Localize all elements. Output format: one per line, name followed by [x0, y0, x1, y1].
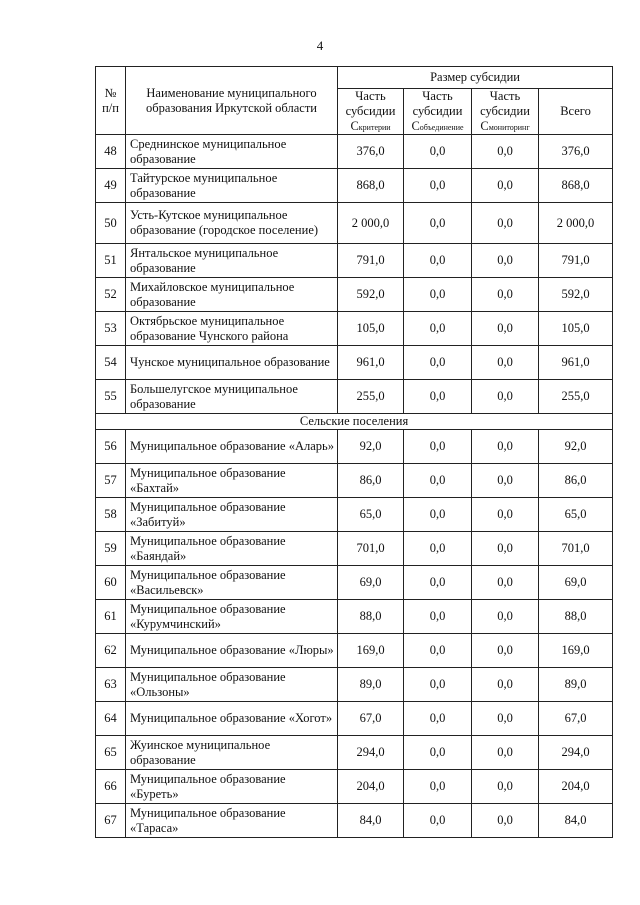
row-number: 65 — [96, 736, 126, 770]
row-number: 66 — [96, 770, 126, 804]
row-number: 67 — [96, 804, 126, 838]
table-row — [96, 135, 613, 169]
value-criteria: 105,0 — [338, 312, 404, 346]
value-merge: 0,0 — [404, 312, 472, 346]
table-row — [96, 532, 613, 566]
table-row — [96, 430, 613, 464]
value-monitoring: 0,0 — [472, 634, 539, 668]
section-row — [96, 414, 613, 430]
value-monitoring: 0,0 — [472, 135, 539, 169]
value-monitoring: 0,0 — [472, 169, 539, 203]
value-total: 105,0 — [539, 312, 613, 346]
value-criteria: 89,0 — [338, 668, 404, 702]
value-criteria: 701,0 — [338, 532, 404, 566]
value-total: 67,0 — [539, 702, 613, 736]
value-criteria: 69,0 — [338, 566, 404, 600]
value-total: 592,0 — [539, 278, 613, 312]
value-total: 169,0 — [539, 634, 613, 668]
value-merge: 0,0 — [404, 736, 472, 770]
municipality-name: Муниципальное образование «Люры» — [126, 634, 338, 668]
table-row — [96, 600, 613, 634]
page-number: 4 — [316, 38, 324, 53]
row-number: 62 — [96, 634, 126, 668]
value-total: 791,0 — [539, 244, 613, 278]
table-row — [96, 498, 613, 532]
value-total: 65,0 — [539, 498, 613, 532]
value-total: 69,0 — [539, 566, 613, 600]
municipality-name: Тайтурское муниципальное образование — [126, 169, 338, 203]
value-criteria: 961,0 — [338, 346, 404, 380]
header-total: Всего — [539, 89, 613, 135]
value-monitoring: 0,0 — [472, 380, 539, 414]
value-criteria: 592,0 — [338, 278, 404, 312]
value-total: 88,0 — [539, 600, 613, 634]
municipality-name: Большелугское муниципальное образование — [126, 380, 338, 414]
row-number: 52 — [96, 278, 126, 312]
row-number: 59 — [96, 532, 126, 566]
value-total: 84,0 — [539, 804, 613, 838]
header-row-1 — [96, 67, 613, 89]
table-row — [96, 668, 613, 702]
value-monitoring: 0,0 — [472, 736, 539, 770]
subsidy-table — [95, 66, 613, 838]
value-criteria: 169,0 — [338, 634, 404, 668]
municipality-name: Муниципальное образование «Баяндай» — [126, 532, 338, 566]
value-criteria: 67,0 — [338, 702, 404, 736]
value-merge: 0,0 — [404, 203, 472, 244]
table-row — [96, 278, 613, 312]
value-monitoring: 0,0 — [472, 770, 539, 804]
header-name: Наименование муниципального образования Иркутской области — [126, 67, 338, 135]
value-criteria: 791,0 — [338, 244, 404, 278]
section-group — [96, 414, 613, 430]
value-criteria: 65,0 — [338, 498, 404, 532]
row-number: 50 — [96, 203, 126, 244]
value-merge: 0,0 — [404, 244, 472, 278]
row-number: 61 — [96, 600, 126, 634]
value-merge: 0,0 — [404, 430, 472, 464]
table-row — [96, 346, 613, 380]
value-merge: 0,0 — [404, 634, 472, 668]
value-monitoring: 0,0 — [472, 312, 539, 346]
urban-rows — [96, 135, 613, 414]
value-merge: 0,0 — [404, 380, 472, 414]
value-merge: 0,0 — [404, 135, 472, 169]
row-number: 53 — [96, 312, 126, 346]
municipality-name: Среднинское муниципальное образование — [126, 135, 338, 169]
rural-rows — [96, 430, 613, 838]
value-criteria: 255,0 — [338, 380, 404, 414]
value-merge: 0,0 — [404, 566, 472, 600]
value-total: 376,0 — [539, 135, 613, 169]
value-criteria: 376,0 — [338, 135, 404, 169]
value-total: 2 000,0 — [539, 203, 613, 244]
municipality-name: Октябрьское муниципальное образование Чунского района — [126, 312, 338, 346]
value-total: 255,0 — [539, 380, 613, 414]
value-total: 89,0 — [539, 668, 613, 702]
table-row — [96, 203, 613, 244]
row-number: 54 — [96, 346, 126, 380]
table-row — [96, 804, 613, 838]
municipality-name: Муниципальное образование «Буреть» — [126, 770, 338, 804]
municipality-name: Михайловское муниципальное образование — [126, 278, 338, 312]
table-row — [96, 566, 613, 600]
row-number: 63 — [96, 668, 126, 702]
header-num: № п/п — [96, 67, 126, 135]
value-total: 92,0 — [539, 430, 613, 464]
value-total: 961,0 — [539, 346, 613, 380]
table-row — [96, 312, 613, 346]
municipality-name: Муниципальное образование «Бахтай» — [126, 464, 338, 498]
value-merge: 0,0 — [404, 498, 472, 532]
value-merge: 0,0 — [404, 702, 472, 736]
table-row — [96, 736, 613, 770]
municipality-name: Муниципальное образование «Курумчинский» — [126, 600, 338, 634]
value-merge: 0,0 — [404, 464, 472, 498]
municipality-name: Муниципальное образование «Хогот» — [126, 702, 338, 736]
municipality-name: Усть-Кутское муниципальное образование (городское поселение) — [126, 203, 338, 244]
value-criteria: 2 000,0 — [338, 203, 404, 244]
municipality-name: Жуинское муниципальное образование — [126, 736, 338, 770]
header-part-merge: Часть субсидии Собъединение — [404, 89, 472, 135]
row-number: 60 — [96, 566, 126, 600]
header-part-criteria: Часть субсидии Скритерии — [338, 89, 404, 135]
table-row — [96, 634, 613, 668]
value-criteria: 84,0 — [338, 804, 404, 838]
section-label: Сельские поселения — [96, 414, 613, 430]
municipality-name: Чунское муниципальное образование — [126, 346, 338, 380]
value-monitoring: 0,0 — [472, 278, 539, 312]
value-monitoring: 0,0 — [472, 668, 539, 702]
table-row — [96, 169, 613, 203]
value-total: 701,0 — [539, 532, 613, 566]
table-row — [96, 770, 613, 804]
value-merge: 0,0 — [404, 804, 472, 838]
value-monitoring: 0,0 — [472, 430, 539, 464]
row-number: 48 — [96, 135, 126, 169]
row-number: 57 — [96, 464, 126, 498]
value-merge: 0,0 — [404, 668, 472, 702]
row-number: 64 — [96, 702, 126, 736]
row-number: 51 — [96, 244, 126, 278]
value-total: 86,0 — [539, 464, 613, 498]
value-total: 868,0 — [539, 169, 613, 203]
value-monitoring: 0,0 — [472, 346, 539, 380]
value-merge: 0,0 — [404, 346, 472, 380]
table-row — [96, 244, 613, 278]
value-monitoring: 0,0 — [472, 203, 539, 244]
value-monitoring: 0,0 — [472, 702, 539, 736]
municipality-name: Муниципальное образование «Васильевск» — [126, 566, 338, 600]
municipality-name: Муниципальное образование «Аларь» — [126, 430, 338, 464]
value-merge: 0,0 — [404, 278, 472, 312]
value-total: 294,0 — [539, 736, 613, 770]
municipality-name: Янтальское муниципальное образование — [126, 244, 338, 278]
value-criteria: 88,0 — [338, 600, 404, 634]
table-row — [96, 380, 613, 414]
value-merge: 0,0 — [404, 770, 472, 804]
header-subsidy-size: Размер субсидии — [338, 67, 613, 89]
row-number: 55 — [96, 380, 126, 414]
value-monitoring: 0,0 — [472, 464, 539, 498]
value-merge: 0,0 — [404, 600, 472, 634]
value-criteria: 204,0 — [338, 770, 404, 804]
value-merge: 0,0 — [404, 532, 472, 566]
municipality-name: Муниципальное образование «Тараса» — [126, 804, 338, 838]
table-row — [96, 702, 613, 736]
value-total: 204,0 — [539, 770, 613, 804]
municipality-name: Муниципальное образование «Забитуй» — [126, 498, 338, 532]
value-monitoring: 0,0 — [472, 244, 539, 278]
value-criteria: 868,0 — [338, 169, 404, 203]
header-part-monitoring: Часть субсидии Смониторинг — [472, 89, 539, 135]
row-number: 58 — [96, 498, 126, 532]
table-row — [96, 464, 613, 498]
value-merge: 0,0 — [404, 169, 472, 203]
value-criteria: 86,0 — [338, 464, 404, 498]
value-monitoring: 0,0 — [472, 600, 539, 634]
row-number: 56 — [96, 430, 126, 464]
value-monitoring: 0,0 — [472, 498, 539, 532]
value-criteria: 294,0 — [338, 736, 404, 770]
value-monitoring: 0,0 — [472, 532, 539, 566]
value-criteria: 92,0 — [338, 430, 404, 464]
row-number: 49 — [96, 169, 126, 203]
municipality-name: Муниципальное образование «Ользоны» — [126, 668, 338, 702]
value-monitoring: 0,0 — [472, 804, 539, 838]
value-monitoring: 0,0 — [472, 566, 539, 600]
